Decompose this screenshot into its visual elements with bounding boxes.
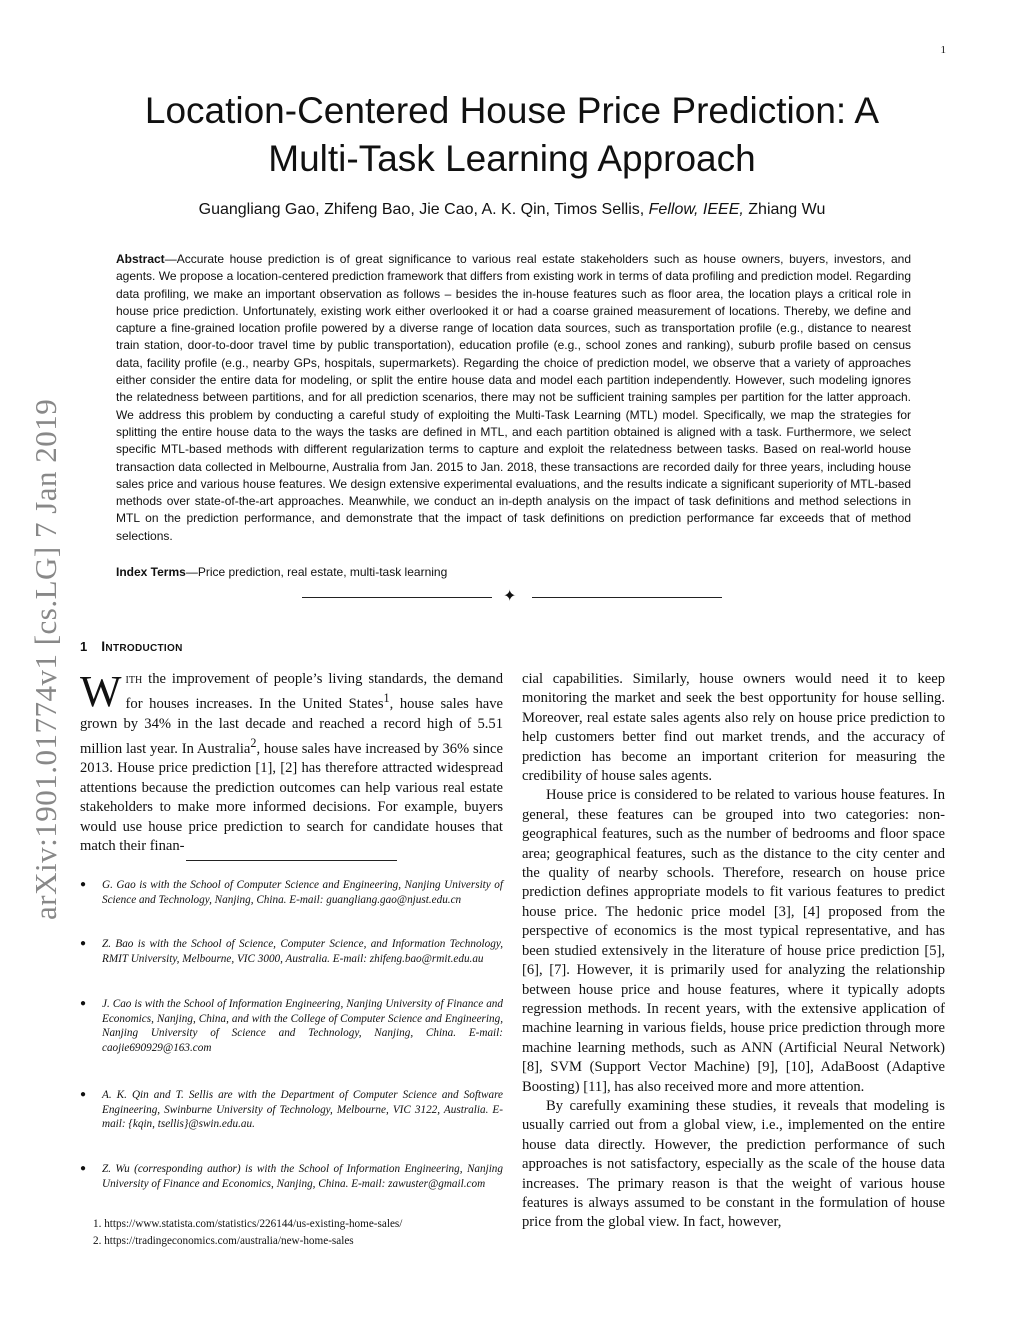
section-number: 1 xyxy=(80,639,88,654)
intro-paragraph-2: House price is considered to be related to various house features. In general, these features can be grouped into two categories: non-geographical features, such as the number of bedrooms and floor space area; geographical features, such as the distance to the city center and the quality of nearby schools. Therefore, research on house price prediction defines appropriate models to fit various features to predict house price. The hedonic price model [3], [4] proposed from the perspective of economics is the most typical representative, and has been studied extensively in the literature of house price prediction [5], [6], [7]. However, it is primarily used for analyzing the relationship between house price and house features, where it typically adopts regression methods. In recent years, with the extensive application of machine learning in various fields, house price prediction through more machine learning methods, such as ANN (Artificial Neural Network) [8], SVM (Support Vector Machine) [9], [10], AdaBoost (Adaptive Boosting) [11], has also received more and more attention. xyxy=(522,787,945,1095)
affiliation-item xyxy=(80,878,503,907)
intro-text-a: the improvement of people’s living standards, the demand for houses increases. In the United States xyxy=(125,671,503,713)
author-last: Zhiang Wu xyxy=(748,201,826,218)
bullet-icon: ● xyxy=(80,998,87,1009)
footnotes xyxy=(93,1216,402,1250)
author-fellow-title: Fellow, IEEE, xyxy=(648,201,744,218)
affiliation-text: J. Cao is with the School of Information Engineering, Nanjing University of Finance and Economics, Nanjing, China, and with the College of Computer Science and Engineering, Nanjing University of Science and Technology, Nanjing, China. E-mail: caojie690929@163.com xyxy=(102,998,503,1054)
divider-line-left xyxy=(302,597,492,598)
footnote-link[interactable]: 1. https://www.statista.com/statistics/226144/us-existing-home-sales/ xyxy=(93,1218,403,1230)
section-title: Introduction xyxy=(101,638,183,654)
index-terms-label: Index Terms xyxy=(116,565,186,579)
bullet-icon: ● xyxy=(80,1163,87,1174)
affiliation-text: Z. Bao is with the School of Science, Computer Science, and Information Technology, RMIT University, Melbourne, VIC 3000, Australia. E-mail: zhifeng.bao@rmit.edu.au xyxy=(102,938,503,965)
section-heading xyxy=(80,638,183,654)
index-terms-text: —Price prediction, real estate, multi-task learning xyxy=(185,565,448,579)
affiliation-text: G. Gao is with the School of Computer Science and Engineering, Nanjing University of Science and Technology, Nanjing, China. E-mail: guangliang.gao@njust.edu.cn xyxy=(102,879,503,906)
intro-text-c: , house sales have increased by 36% since 2013. House price prediction [1], [2] has therefore attracted widespread attentions because the prediction outcomes can help various real estate stakeholders to make more informed decisions. For example, buyers would use house price prediction to search for candidate houses that match their finan- xyxy=(80,740,503,854)
affiliation-item xyxy=(80,997,503,1055)
abstract-label: Abstract xyxy=(116,252,165,266)
section-divider xyxy=(302,590,722,606)
bullet-icon: ● xyxy=(80,938,87,949)
left-column-body xyxy=(80,667,504,856)
bullet-icon: ● xyxy=(80,879,87,890)
footnote-marker-2: 2 xyxy=(250,736,257,751)
right-column-body xyxy=(522,670,945,1233)
page-number: 1 xyxy=(940,44,946,56)
title-line-2: Multi-Task Learning Approach xyxy=(268,138,756,179)
author-list xyxy=(90,201,934,219)
footnote-rule xyxy=(186,860,397,861)
divider-line-right xyxy=(532,597,722,598)
affiliation-item xyxy=(80,1088,503,1132)
intro-paragraph-continued: cial capabilities. Similarly, house owners would need it to keep monitoring the market and seek the best opportunity for house selling. Moreover, real estate sales agents also rely on house price prediction to help customers better find out market trends, and the accuracy of prediction has become an important criterion for measuring the credibility of house sales agents. xyxy=(522,671,945,785)
affiliation-item xyxy=(80,1162,503,1191)
dropcap-letter: W xyxy=(80,667,122,716)
title-line-1: Location-Centered House Price Prediction: A xyxy=(144,90,880,131)
arxiv-identifier-stamp: arXiv:1901.01774v1 [cs.LG] 7 Jan 2019 xyxy=(28,398,63,920)
intro-text-b: , house sales have grown by 34% in the last decade and reached a record high of 5.51 million last year. In Australia xyxy=(80,696,504,757)
author-names: Guangliang Gao, Zhifeng Bao, Jie Cao, A. K. Qin, Timos Sellis, xyxy=(198,201,645,218)
footnote-link[interactable]: 2. https://tradingeconomics.com/australia/new-home-sales xyxy=(93,1235,354,1247)
affiliation-item xyxy=(80,937,503,966)
abstract xyxy=(116,251,911,545)
dropcap-smallcaps: ith xyxy=(125,671,143,687)
intro-paragraph-3: By carefully examining these studies, it reveals that modeling is usually carried out from a global view, i.e., implemented on the entire house data directly. However, the prediction performance of such approaches is not satisfactory, especially as the scale of the house data increases. The primary reason is that the weight of various house features is always assumed to be constant in the formulation of house price from the global view. In fact, however, xyxy=(522,1097,945,1231)
footnote-marker-1: 1 xyxy=(383,691,390,706)
divider-diamond-icon: ✦ xyxy=(503,588,517,605)
abstract-text: —Accurate house prediction is of great significance to various real estate stakeholders such as house owners, buyers, investors, and agents. We propose a location-centered prediction framework that differs from existing work in terms of data profiling and prediction model. Regarding data profiling, we make an important observation as follows – besides the in-house features such as floor area, the location plays a critical role in house price prediction. Unfortunately, existing work either overlooked it or had a coarse grained measurement of locations. Thereby, we define and capture a fine-grained location profile powered by a diverse range of location data sources, such as transportation profile (e.g., distance to nearest train station, door-to-door travel time by public transportation), education profile (e.g., school zones and ranking), suburb profile based on census data, facility profile (e.g., nearby GPs, hospitals, supermarkets). Regarding the choice of prediction model, we observe that a variety of approaches either consider the entire data for modeling, or split the entire house data and model each partition independently. However, such modeling ignores the relatedness between partitions, and for all prediction scenarios, there may not be sufficient training samples per partition for the latter approach. We address this problem by conducting a careful study of exploiting the Multi-Task Learning (MTL) model. Specifically, we map the strategies for splitting the entire house data to the ways the tasks are defined in MTL, and each partition obtained is aligned with a task. Furthermore, we select specific MTL-based methods with different regularization terms to capture and exploit the relatedness between tasks. Based on real-world house transaction data collected in Melbourne, Australia from Jan. 2015 to Jan. 2018, these transactions are recorded daily for three years, including house sales price and various house features. We design extensive experimental evaluations, and the results indicate a significant superiority of MTL-based methods over state-of-the-art approaches. Meanwhile, we conduct an in-depth analysis on the impact of task definitions and method selections in MTL on the prediction performance, and demonstrate that the impact of task definitions on prediction performance far exceeds that of method selections. xyxy=(116,252,911,543)
intro-paragraph-1 xyxy=(80,667,504,856)
affiliation-text: Z. Wu (corresponding author) is with the School of Information Engineering, Nanjing University of Finance and Economics, Nanjing, China. E-mail: zawuster@gmail.com xyxy=(102,1163,503,1190)
footnote-item xyxy=(93,1216,402,1233)
affiliation-text: A. K. Qin and T. Sellis are with the Department of Computer Science and Software Engineering, Swinburne University of Technology, Melbourne, VIC 3122, Australia. E-mail: {kqin, tsellis}@swin.edu.au. xyxy=(102,1089,503,1131)
paper-title xyxy=(90,87,934,183)
footnote-item xyxy=(93,1233,402,1250)
bullet-icon: ● xyxy=(80,1089,87,1100)
index-terms xyxy=(116,565,447,579)
